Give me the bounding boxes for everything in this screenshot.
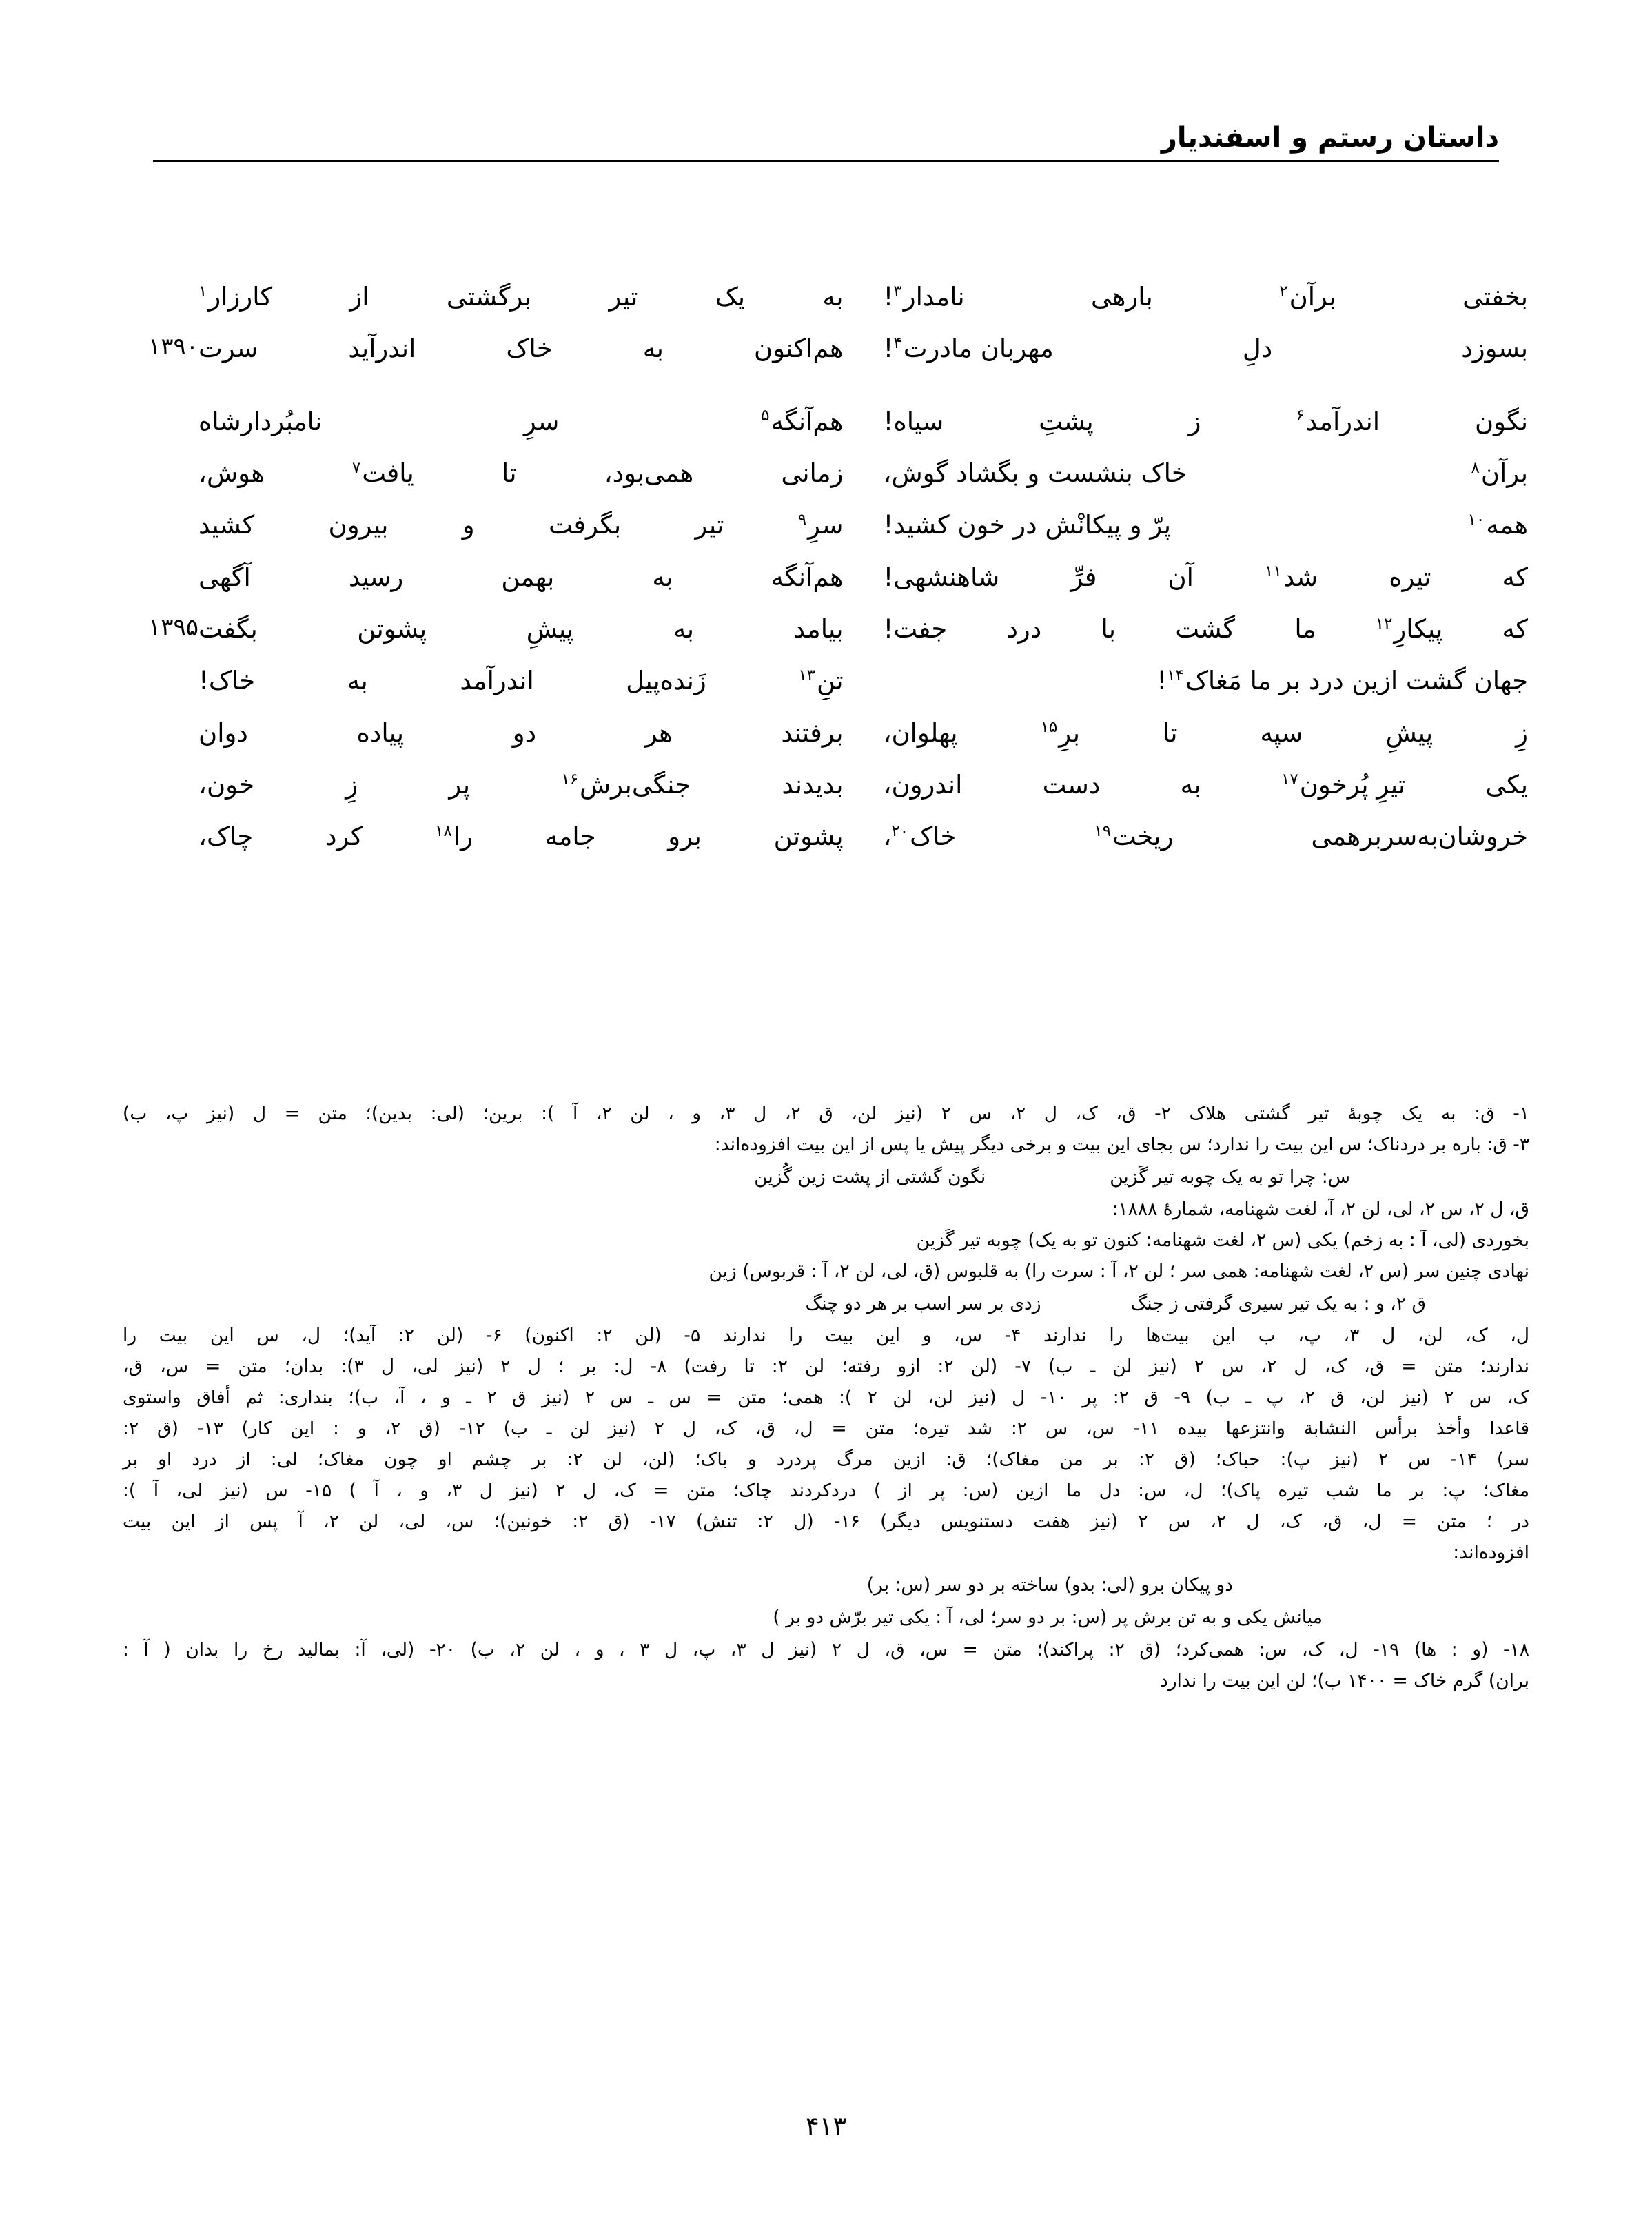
page-number: ۴۱۳ xyxy=(805,2111,847,2141)
verse-token: نگون xyxy=(1474,406,1528,436)
hemistich-second xyxy=(844,815,1529,856)
verse-token: به xyxy=(652,562,673,592)
verse-token: زمانی xyxy=(781,458,844,489)
verse-token: تیرِ پُرخون$^{۱۷}$ xyxy=(1281,770,1406,800)
verse-number xyxy=(124,556,198,558)
verse-line xyxy=(124,608,1528,649)
verse-token: ما xyxy=(1294,614,1316,644)
footnote-marker[interactable]: ۱۹ xyxy=(1094,822,1112,841)
verse-token: جفت! xyxy=(883,614,948,644)
verse-token: هر xyxy=(644,717,673,748)
verse-token: جامه xyxy=(544,822,596,852)
verse-token: بگفت xyxy=(198,614,258,644)
verse-token: سرِ xyxy=(524,406,560,436)
header-divider xyxy=(153,160,1499,162)
hemistich-second xyxy=(844,764,1529,804)
verse-token: کارزار$^۱$ xyxy=(198,282,273,312)
apparatus-note: بران) گرم خاک = ۱۴۰۰ ب)؛ لن این بیت را ندارد xyxy=(1159,1669,1529,1691)
verse-body xyxy=(124,276,1528,868)
verse-number xyxy=(124,764,198,765)
apparatus-hemistich-right: س: چرا تو به یک چوبه تیر گَزین xyxy=(1110,1166,1350,1188)
verse-line xyxy=(124,815,1528,856)
footnote-marker[interactable]: ۶ xyxy=(1296,407,1305,425)
verse-token: بسوزد xyxy=(1461,334,1528,364)
apparatus-variant-verse xyxy=(123,1603,1529,1633)
verse-token: چاک، xyxy=(198,822,254,852)
verse-line xyxy=(124,660,1528,700)
verse-line xyxy=(124,276,1528,316)
apparatus-hemistich-left: زدی بر سر اسب بر هر دو چنگ xyxy=(805,1292,1041,1314)
verse-number xyxy=(124,276,198,277)
verse-token: از xyxy=(349,282,369,312)
footnote-marker[interactable]: ۱۵ xyxy=(1040,718,1058,737)
verse-token: پیاده xyxy=(356,717,405,748)
verse-token: تنِ$^{۱۳}$ xyxy=(798,666,844,696)
apparatus-note: ۱۸- (و : ها) ۱۹- ل، ک، س: همی‌کرد؛ (ق ۲: پراکند)؛ متن = س، ق، ل ۲ (نیز ل ۳، پ، ل ۳ ، و ، لن ۲، ب) ۲۰- (لی، آ: بمالید رخ را بدان ( آ : xyxy=(123,1638,1530,1660)
verse-token: که xyxy=(1502,562,1528,592)
verse-line xyxy=(124,400,1528,441)
verse-line xyxy=(124,327,1528,368)
verse-stanza xyxy=(124,276,1528,369)
verse-token: زِ xyxy=(345,770,358,800)
verse-token: بیامد xyxy=(793,614,844,644)
verse-token: خروشان‌به‌سربرهمی xyxy=(1311,822,1528,852)
apparatus-note: افزوده‌اند: xyxy=(1453,1541,1529,1563)
hemistich-second xyxy=(844,660,1529,700)
apparatus-note: در ؛ متن = ل، ق، ک، ل ۲، س ۲ (نیز هفت دستنویس دیگر) ۱۶- (ل ۲: تنش) ۱۷- (ق ۲: خونین)؛ س، لی، لن ۲، آ پس از این بیت xyxy=(123,1510,1529,1532)
verse-token: خاک$^{۲۰}$، xyxy=(883,822,957,852)
hemistich-second xyxy=(844,556,1529,597)
verse-line xyxy=(124,452,1528,493)
verse-token: رسید xyxy=(348,562,404,592)
verse-token: جنگی‌برش$^{۱۶}$ xyxy=(561,770,691,800)
verse-token: خاک xyxy=(506,334,553,364)
hemistich-first xyxy=(198,764,844,804)
verse-token: هم‌اکنون xyxy=(754,334,844,364)
apparatus-note: سر) ۱۴- س ۲ (نیز پ): حباک؛ (ق ۲: بر من مغاک)؛ ق: ازین مرگ پردرد و باک؛ (لن، لن ۲: بر چشم او چون مغاک؛ لی: از درد او بر xyxy=(123,1449,1529,1471)
hemistich-first xyxy=(198,712,844,753)
verse-number xyxy=(124,815,198,817)
footnote-marker[interactable]: ۳ xyxy=(893,282,902,301)
verse-token: آگهی xyxy=(198,562,251,592)
apparatus-note: مغاک؛ پ: بر ما شب تیره پاک)؛ ل، س: دل ما ازین (س: پر از ) دردکردند چاک؛ متن = ک، ل ۲ (نیز ل ۳، و ، آ ) ۱۵- س (نیز لی، آ ): xyxy=(123,1480,1530,1502)
verse-token: برآن$^۲$ xyxy=(1279,282,1336,312)
verse-token: پشوتن xyxy=(773,822,844,852)
verse-token: پیشِ xyxy=(1385,717,1434,748)
verse-line xyxy=(124,712,1528,753)
footnote-marker[interactable]: ۱۰ xyxy=(1467,511,1485,529)
apparatus-note: ق، ل ۲، س ۲، لی، لن ۲، آ، لغت شهنامه، شمارهٔ ۱۸۸۸: xyxy=(1112,1198,1529,1220)
footnote-marker[interactable]: ۱۲ xyxy=(1375,614,1393,633)
verse-token: شد$^{۱۱}$ xyxy=(1265,562,1318,592)
verse-token: بدیدند xyxy=(782,770,844,800)
hemistich-second xyxy=(844,452,1529,493)
verse-token: هم‌آنگه$^۵$ xyxy=(761,406,844,436)
verse-token: سرت xyxy=(198,334,258,364)
verse-token: را$^{۱۸}$ xyxy=(435,822,473,852)
hemistich-first xyxy=(198,327,844,368)
running-head xyxy=(153,123,1499,162)
verse-token: به xyxy=(347,666,368,696)
verse-token: برِ$^{۱۵}$ xyxy=(1040,717,1081,748)
verse-token: آن xyxy=(1167,562,1194,592)
footnote-marker[interactable]: ۸ xyxy=(1471,458,1480,477)
hemistich-first xyxy=(198,504,844,544)
hemistich-first xyxy=(198,556,844,597)
verse-token: درد xyxy=(1006,614,1042,644)
footnote-marker[interactable]: ۷ xyxy=(351,458,361,477)
apparatus-variant-verse xyxy=(123,1163,1529,1192)
verse-token: پر xyxy=(449,770,471,800)
verse-token: اندرون، xyxy=(883,770,963,800)
running-head-title: داستان رستم و اسفندیار xyxy=(1161,122,1499,154)
verse-token: برگشتی xyxy=(446,282,532,312)
apparatus-note: بخوردی (لی، آ : به زخم) یکی (س ۲، لغت شهنامه: کنون تو به یک) چوبه تیر گَزین xyxy=(916,1229,1529,1251)
verse-token: پشوتن xyxy=(357,614,427,644)
apparatus-hemistich-right: دو پیکان برو (لی: بدو) ساخته بر دو سر (س: بر) xyxy=(866,1574,1233,1596)
verse-token: کشید xyxy=(198,510,255,540)
verse-token: پرّ و پیکانْش در خون کشید! xyxy=(883,510,1172,540)
verse-token: به xyxy=(642,334,664,364)
apparatus-hemistich-right: میانش یکی و به تن برش پر (س: بر دو سر؛ لی، آ : یکی تیر برّش دو بر ) xyxy=(773,1606,1323,1628)
hemistich-second xyxy=(844,504,1529,544)
verse-line xyxy=(124,764,1528,804)
footnote-marker[interactable]: ۵ xyxy=(761,407,770,425)
verse-number xyxy=(124,712,198,713)
verse-token: که xyxy=(1502,614,1528,644)
footnote-marker[interactable]: ۱۷ xyxy=(1281,770,1298,788)
footnote-marker[interactable]: ۱۶ xyxy=(561,770,578,788)
verse-line xyxy=(124,556,1528,597)
verse-token: به xyxy=(673,614,694,644)
verse-token: جهان گشت ازین درد بر ما مَغاک$^{۱۴}$! xyxy=(1156,666,1528,696)
verse-number xyxy=(124,660,198,661)
footnote-marker[interactable]: ۴ xyxy=(893,334,902,353)
verse-token: و xyxy=(462,510,475,540)
verse-stanza xyxy=(124,400,1528,857)
verse-token: بیرون xyxy=(328,510,389,540)
verse-token: دوان xyxy=(198,717,248,748)
verse-token: ریخت$^{۱۹}$ xyxy=(1094,822,1174,852)
verse-token: پیشِ xyxy=(526,614,574,644)
apparatus-note: ل، ک، لن، ل ۳، پ، ب این بیت‌ها را ندارند ۴- س، و این بیت را ندارند ۵- (لن ۲: اکنون) ۶- (لن ۲: آید)؛ ل، س این بیت را xyxy=(123,1325,1530,1347)
hemistich-first xyxy=(198,276,844,316)
verse-token: بهمن xyxy=(501,562,555,592)
verse-token: سپه xyxy=(1260,717,1303,748)
verse-token: برآن$^۸$ xyxy=(1471,458,1528,489)
verse-token: یافت$^۷$ xyxy=(351,458,414,489)
hemistich-second xyxy=(844,276,1529,316)
hemistich-first xyxy=(198,608,844,649)
verse-token: یکی xyxy=(1485,770,1528,800)
verse-number xyxy=(124,452,198,454)
apparatus-note: ۳- ق: باره بر دردناک؛ س این بیت را ندارد؛ س بجای این بیت و برخی دیگر پیش یا پس از این بیت افزوده‌اند: xyxy=(714,1133,1529,1155)
hemistich-second xyxy=(844,608,1529,649)
hemistich-second xyxy=(844,327,1529,368)
verse-token: برفتند xyxy=(781,717,844,748)
verse-token: تیر xyxy=(609,282,638,312)
footnote-marker[interactable]: ۲ xyxy=(1279,282,1288,301)
verse-token: تا xyxy=(501,458,517,489)
verse-token: کرد xyxy=(325,822,363,852)
verse-line xyxy=(124,504,1528,544)
verse-token: تیر xyxy=(695,510,724,540)
apparatus-note: قاعدا وأخذ برأس النشابة وانتزعها بیده ۱۱- س، س ۲: شد تیره؛ متن = ل، ق، ک، ل ۲ (نیز لن ـ ب) ۱۲- (ق ۲، و : این کار) ۱۳- (ق ۲: xyxy=(123,1418,1529,1440)
hemistich-first xyxy=(198,660,844,700)
verse-token: شاهنشهی! xyxy=(883,562,1000,592)
verse-token: اندرآمد$^۶$ xyxy=(1296,406,1380,436)
footnote-marker[interactable]: ۱ xyxy=(198,282,207,301)
hemistich-first xyxy=(198,452,844,493)
verse-token: هم‌آنگه xyxy=(771,562,844,592)
verse-number: ۱۳۹۵ xyxy=(147,613,198,642)
verse-token: تیره xyxy=(1389,562,1431,592)
hemistich-second xyxy=(844,400,1529,441)
verse-token: دو xyxy=(512,717,537,748)
verse-token: یک xyxy=(715,282,746,312)
footnote-marker[interactable]: ۹ xyxy=(797,511,807,529)
verse-token: مهربان مادرت$^۴$! xyxy=(883,334,1054,364)
verse-token: بخفتی xyxy=(1462,282,1528,312)
hemistich-first xyxy=(198,815,844,856)
verse-token: ز xyxy=(1188,406,1201,436)
verse-token: دست xyxy=(1042,770,1101,800)
verse-token: دلِ xyxy=(1242,334,1273,364)
apparatus-variant-verse xyxy=(123,1290,1529,1319)
verse-token: خاک! xyxy=(198,666,256,696)
apparatus-note: ۱- ق: به یک چوبهٔ تیر گشتی هلاک ۲- ق، ک، ل ۲، س ۲ (نیز لن، ق ۲، ل ۳، و ، لن ۲، آ ): برین؛ (لی: بدین)؛ متن = ل (نیز پ، ب) xyxy=(123,1103,1529,1124)
verse-token: به xyxy=(822,282,844,312)
verse-token: همی‌بود، xyxy=(604,458,694,489)
verse-token: خون، xyxy=(198,770,255,800)
verse-token: پشتِ xyxy=(1039,406,1094,436)
footnote-marker[interactable]: ۱۱ xyxy=(1265,562,1282,581)
verse-token: هوش، xyxy=(198,458,265,489)
verse-token: اندرآمد xyxy=(460,666,534,696)
verse-number xyxy=(124,504,198,505)
verse-token: سیاه! xyxy=(883,406,944,436)
verse-token: پیکارِ$^{۱۲}$ xyxy=(1375,614,1443,644)
verse-number: ۱۳۹۰ xyxy=(147,333,198,361)
hemistich-first xyxy=(198,400,844,441)
verse-number xyxy=(124,400,198,402)
verse-token: اندرآید xyxy=(348,334,416,364)
verse-token: زَنده‌پیل xyxy=(626,666,706,696)
footnote-marker[interactable]: ۱۸ xyxy=(435,822,452,841)
verse-token: سرِ$^۹$ xyxy=(797,510,844,540)
apparatus-variant-verse xyxy=(123,1571,1529,1600)
apparatus-note: ندارند؛ متن = ق، ک، ل ۲، س ۲ (نیز لن ـ ب) ۷- (لن ۲: ازو رفته؛ لن ۲: تا رفت) ۸- ل: بر ؛ ل ۲ (نیز لی، ل ۳): بدان؛ متن = س، ق، xyxy=(123,1356,1530,1378)
verse-token: نامبُردارشاه xyxy=(198,406,323,436)
critical-apparatus xyxy=(123,1099,1529,1698)
verse-token: گشت xyxy=(1175,614,1236,644)
verse-token: به xyxy=(1180,770,1201,800)
verse-token: همه$^{۱۰}$ xyxy=(1467,510,1528,540)
apparatus-hemistich-left: نگون گشتی از پشت زین گُزین xyxy=(754,1166,986,1188)
verse-token: تا xyxy=(1162,717,1178,748)
apparatus-note: ک، س ۲ (نیز لن، ق ۲، پ ـ ب) ۹- ق ۲: پر ۱۰- ل (نیز لن، لن ۲ ): همی؛ متن = س ـ س ۲ (نیز ق ۲ ـ و ، آ، ب)؛ بنداری: ثم أفاق واستوی xyxy=(123,1387,1529,1409)
footnote-marker[interactable]: ۱۳ xyxy=(798,666,816,685)
verse-token: برو xyxy=(668,822,702,852)
apparatus-note: نهادی چنین سر (س ۲، لغت شهنامه: همی سر ؛ لن ۲، آ : سرت را) به قلبوس (ق، لی، لن ۲، آ : قربوس) زین xyxy=(708,1260,1529,1282)
verse-token: نامدار$^۳$! xyxy=(883,282,965,312)
verse-token: بگرفت xyxy=(549,510,622,540)
verse-token: فرِّ xyxy=(1070,562,1097,592)
verse-token: با xyxy=(1101,614,1116,644)
verse-token: خاک بنشست و بگشاد گوش، xyxy=(883,458,1187,489)
footnote-marker[interactable]: ۱۴ xyxy=(1167,666,1184,685)
verse-token: بارهی xyxy=(1091,282,1153,312)
footnote-marker[interactable]: ۲۰ xyxy=(891,822,909,841)
verse-token: زِ xyxy=(1516,717,1528,748)
verse-token: پهلوان، xyxy=(883,717,958,748)
hemistich-second xyxy=(844,712,1529,753)
apparatus-hemistich-right: ق ۲، و : به یک تیر سیری گرفتی ز جنگ xyxy=(1130,1292,1426,1314)
